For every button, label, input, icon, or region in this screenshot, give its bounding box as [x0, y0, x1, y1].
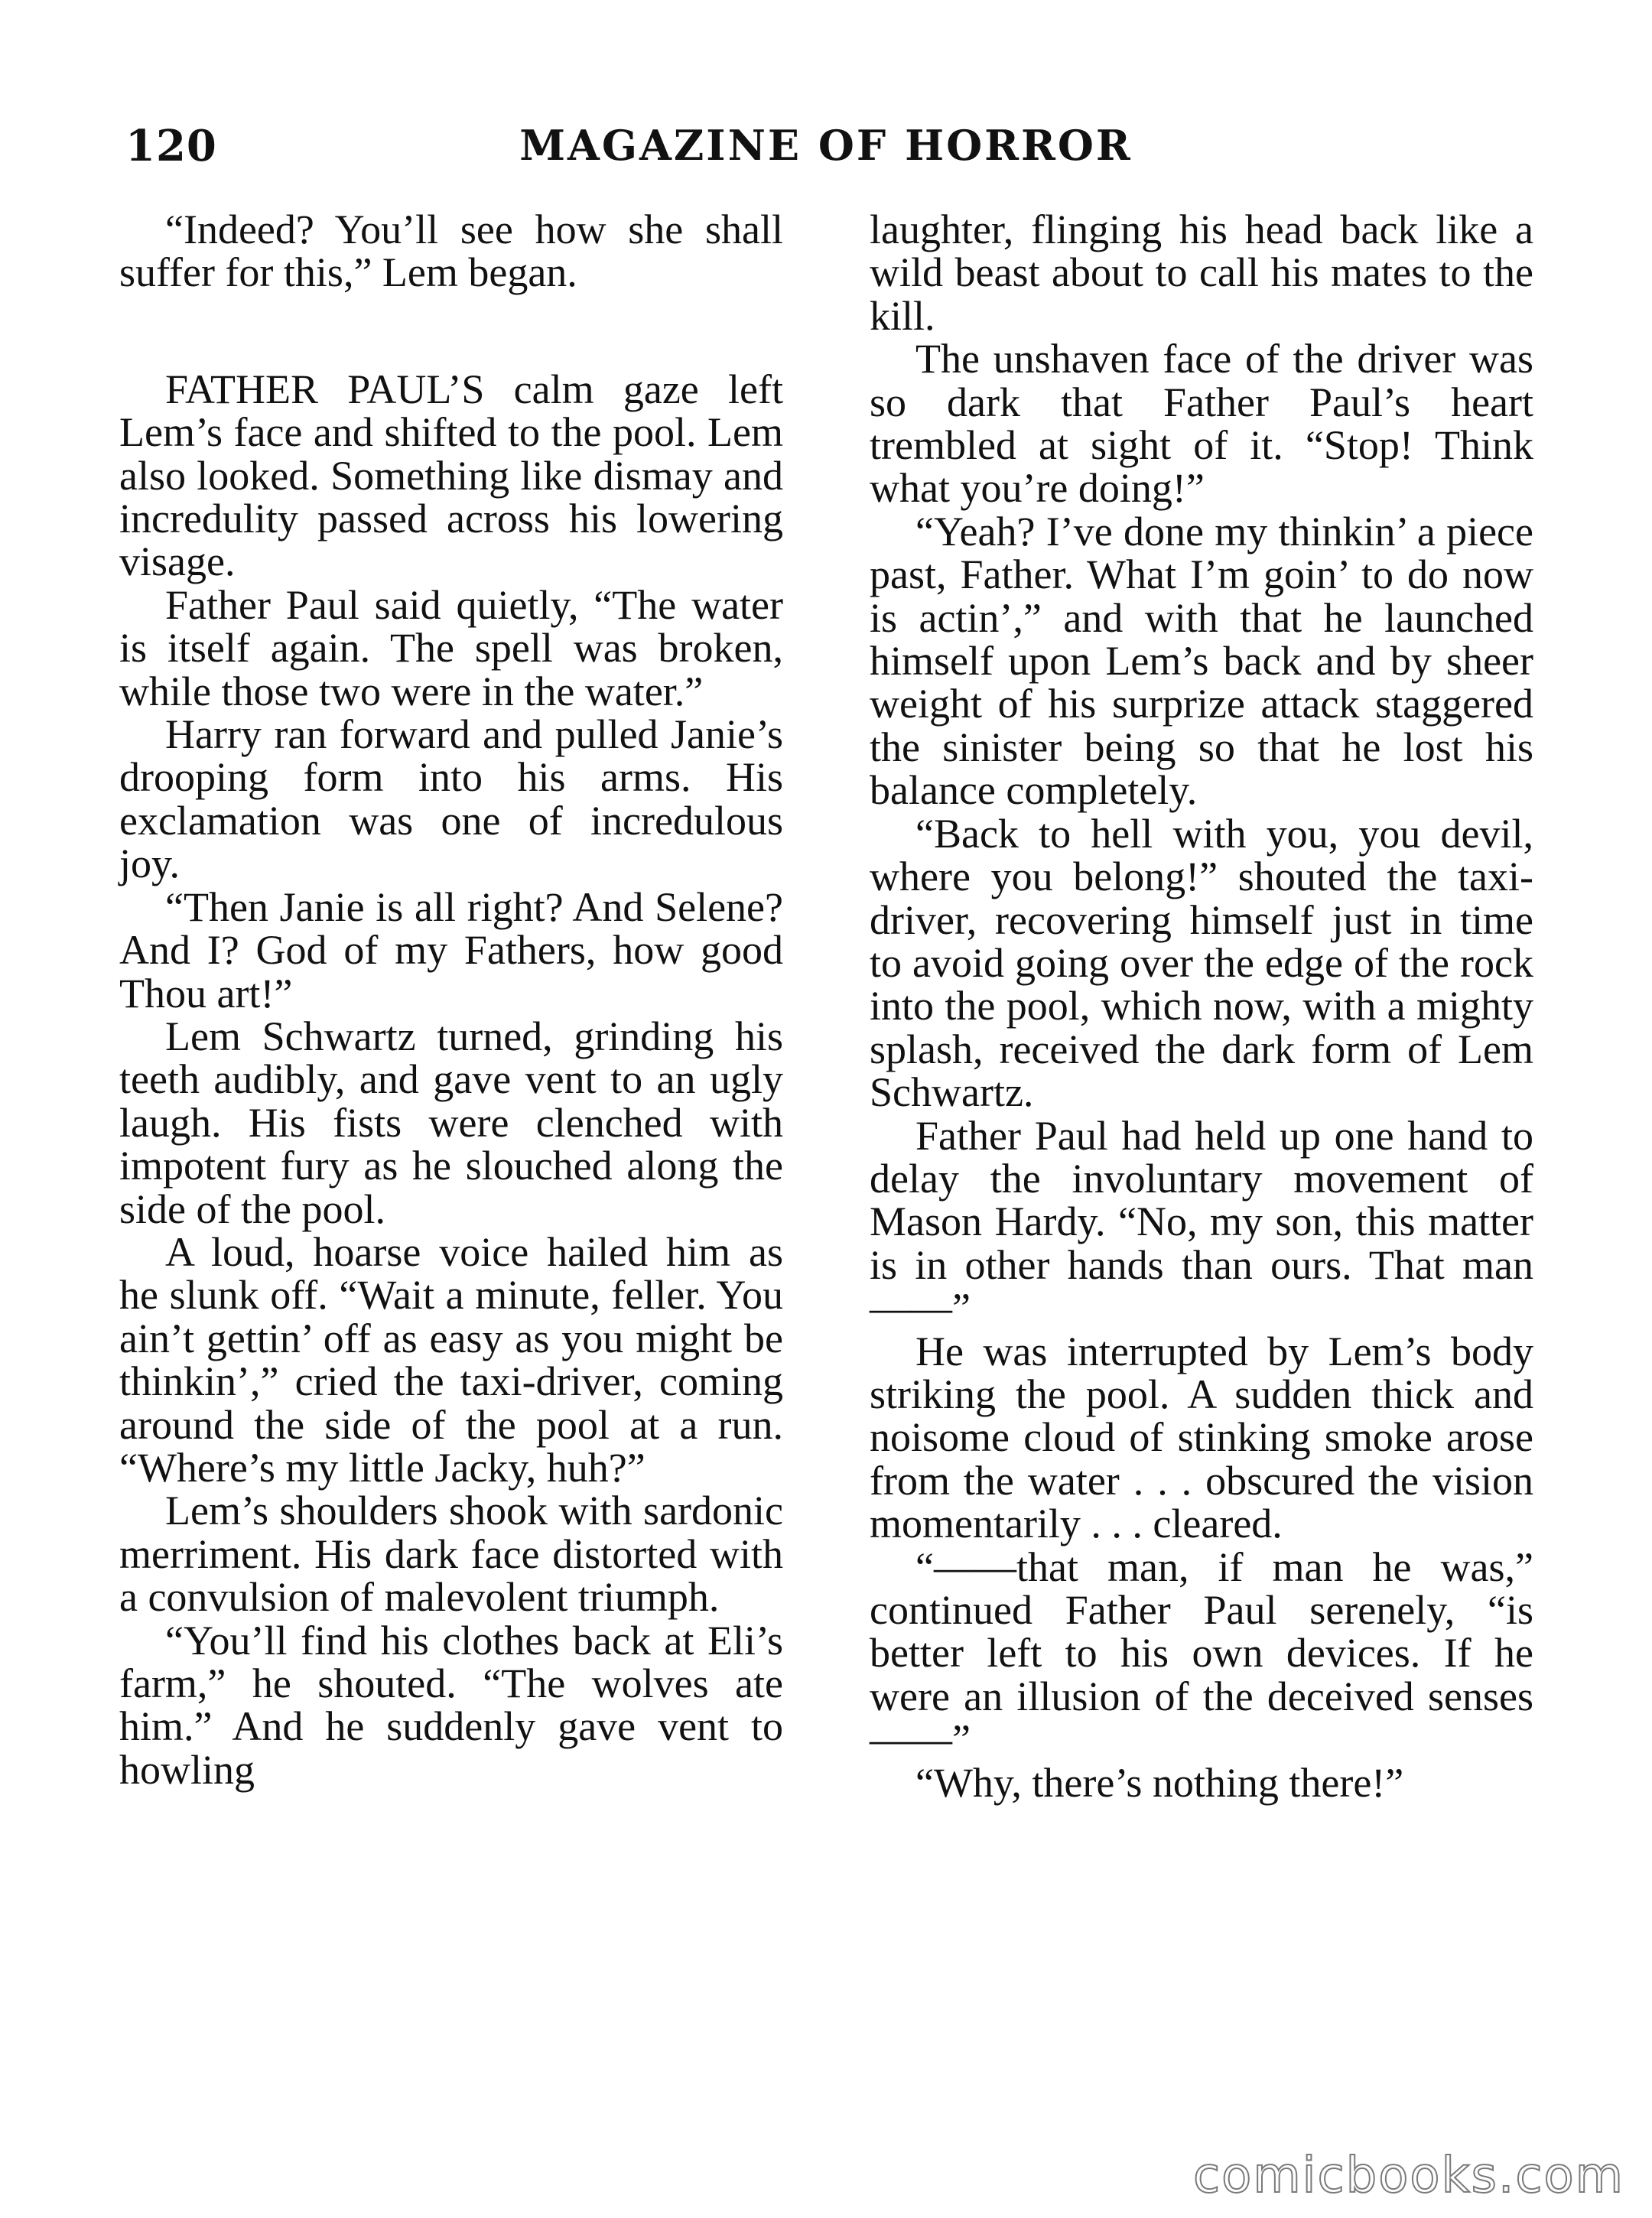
left-column [119, 208, 783, 1791]
page-number: 120 [125, 121, 217, 171]
watermark: comicbooks.com [1192, 2148, 1624, 2204]
paragraph: Harry ran forward and pulled Janie’s drooping form into his arms. His exclamation was one of incredulous joy. [119, 711, 783, 887]
paragraph: Lem Schwartz turned, grinding his teeth audibly, and gave vent to an ugly laugh. His fists were clenched with impotent fury as he slouched along the side of the pool. [119, 1013, 783, 1232]
paragraph: “Indeed? You’ll see how she shall suffer for this,” Lem began. [119, 207, 783, 296]
paragraph: “Then Janie is all right? And Selene? And I? God of my Fathers, how good Thou art!” [119, 883, 783, 1016]
paragraph: “Yeah? I’ve done my thinkin’ a piece past, Father. What I’m goin’ to do now is actin’,” and with that he launched himself upon Lem’s back and by sheer weight of his surprize attack staggered the sinister being so that he lost his balance completely. [870, 508, 1533, 814]
running-head: MAGAZINE OF HORROR [519, 121, 1133, 170]
page-header [122, 121, 1530, 182]
paragraph-continued: laughter, flinging his head back like a wild beast about to call his mates to the kill. [870, 207, 1533, 339]
paragraph: “Back to hell with you, you devil, where you belong!” shouted the taxi-driver, recovering himself just in time to avoid going over the edge of the rock into the pool, which now, with a mighty splash, received the dark form of Lem Schwartz. [870, 810, 1533, 1116]
paragraph: “You’ll find his clothes back at Eli’s farm,” he shouted. “The wolves ate him.” And he suddenly gave vent to howling [119, 1617, 783, 1793]
paragraph: He was interrupted by Lem’s body striking the pool. A sudden thick and noisome cloud of stinking smoke arose from the water . . . obscured the vision momentarily . . . cleared. [870, 1328, 1533, 1547]
paragraph: A loud, hoarse voice hailed him as he slunk off. “Wait a minute, feller. You ain’t gettin’ off as easy as you might be thinkin’,” cried the taxi-driver, coming around the side of the pool at a run. “Where’s my little Jacky, huh?” [119, 1228, 783, 1491]
paragraph: Lem’s shoulders shook with sardonic merriment. His dark face distorted with a convulsion of malevolent triumph. [119, 1488, 783, 1621]
paragraph: “——that man, if man he was,” continued Father Paul serenely, “is better left to his own devices. If he were an illusion of the deceived senses——” [870, 1543, 1533, 1763]
paragraph: “Why, there’s nothing there!” [915, 1759, 1404, 1806]
paragraph: Father Paul said quietly, “The water is itself again. The spell was broken, while those two were in the water.” [119, 581, 783, 714]
paragraph: The unshaven face of the driver was so dark that Father Paul’s heart trembled at sight of it. “Stop! Think what you’re doing!” [870, 336, 1533, 512]
paragraph: FATHER PAUL’S calm gaze left Lem’s face and shifted to the pool. Lem also looked. Something like dismay and incredulity passed across his lowering visage. [119, 366, 783, 585]
right-column [870, 208, 1533, 1804]
paragraph: Father Paul had held up one hand to delay the involuntary movement of Mason Hardy. “No, my son, this matter is in other hands than ours. That man——” [870, 1112, 1533, 1332]
